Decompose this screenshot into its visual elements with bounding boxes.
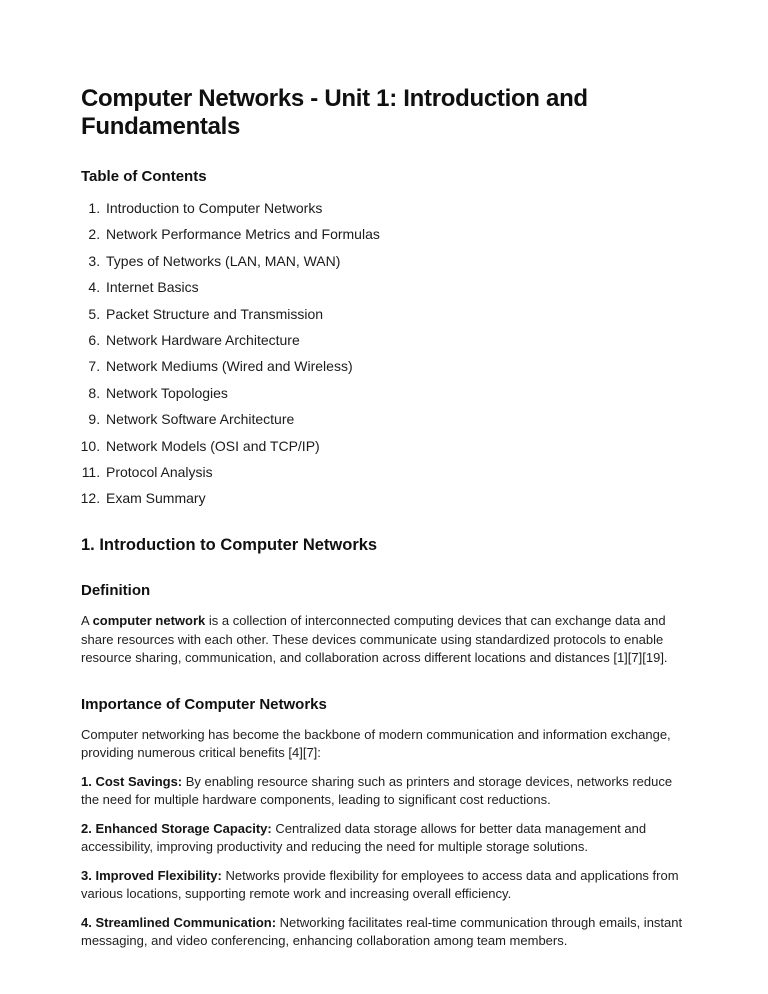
definition-text-prefix: A (81, 613, 93, 629)
definition-term-bold: computer network (92, 613, 206, 629)
toc-item-6: 6. Network Hardware Architecture (104, 331, 688, 349)
toc-item-7: 7. Network Mediums (Wired and Wireless) (104, 357, 688, 375)
toc-item-9: 9. Network Software Architecture (104, 410, 688, 428)
benefit-paragraph-3 (81, 867, 688, 904)
benefit-4-label: 4. Streamlined Communication: (81, 914, 277, 930)
importance-intro-paragraph: Computer networking has become the backbone of modern communication and information exchange, providing numerous critical benefits [4][7]: (81, 726, 671, 761)
toc-item-3: 3. Types of Networks (LAN, MAN, WAN) (104, 252, 688, 270)
toc-heading: Table of Contents (81, 168, 207, 185)
document-title: Computer Networks - Unit 1: Introduction and Fundamentals (81, 85, 588, 140)
benefit-1-label: 1. Cost Savings: (81, 773, 183, 789)
definition-text-rest: is a collection of interconnected computing devices that can exchange data and share resources with each other. These devices communicate using standardized protocols to enable resource sharing, communication, and collaboration across different locations and distances [1][7][19]. (81, 613, 668, 666)
benefit-3-text: Networks provide flexibility for employees to access data and applications from various locations, supporting remote work and increasing overall efficiency. (81, 867, 679, 902)
toc-item-4: 4. Internet Basics (104, 278, 688, 296)
toc-item-10: 10. Network Models (OSI and TCP/IP) (104, 437, 688, 455)
toc-item-11: 11. Protocol Analysis (104, 463, 688, 481)
definition-heading: Definition (81, 582, 151, 600)
benefit-paragraph-2 (81, 820, 688, 857)
benefit-4-text: Networking facilitates real-time communication through emails, instant messaging, and video conferencing, enhancing collaboration among team members. (81, 914, 683, 949)
toc-item-1: 1. Introduction to Computer Networks (104, 199, 688, 217)
benefit-2-label: 2. Enhanced Storage Capacity: (81, 820, 272, 836)
benefit-1-text: By enabling resource sharing such as printers and storage devices, networks reduce the need for multiple hardware components, leading to significant cost reductions. (81, 773, 673, 808)
toc-item-12: 12. Exam Summary (104, 489, 688, 507)
toc-item-5: 5. Packet Structure and Transmission (104, 305, 688, 323)
benefit-2-text: Centralized data storage allows for better data management and accessibility, improving productivity and reducing the need for multiple storage solutions. (81, 820, 647, 855)
benefit-paragraph-1 (81, 773, 688, 810)
importance-heading: Importance of Computer Networks (81, 695, 327, 713)
toc-item-2: 2. Network Performance Metrics and Formulas (104, 225, 688, 243)
benefit-3-label: 3. Improved Flexibility: (81, 867, 222, 883)
toc-list (81, 199, 688, 507)
benefit-paragraph-4 (81, 914, 688, 951)
section-heading-introduction: 1. Introduction to Computer Networks (81, 536, 378, 555)
toc-item-8: 8. Network Topologies (104, 384, 688, 402)
definition-paragraph (81, 612, 688, 668)
